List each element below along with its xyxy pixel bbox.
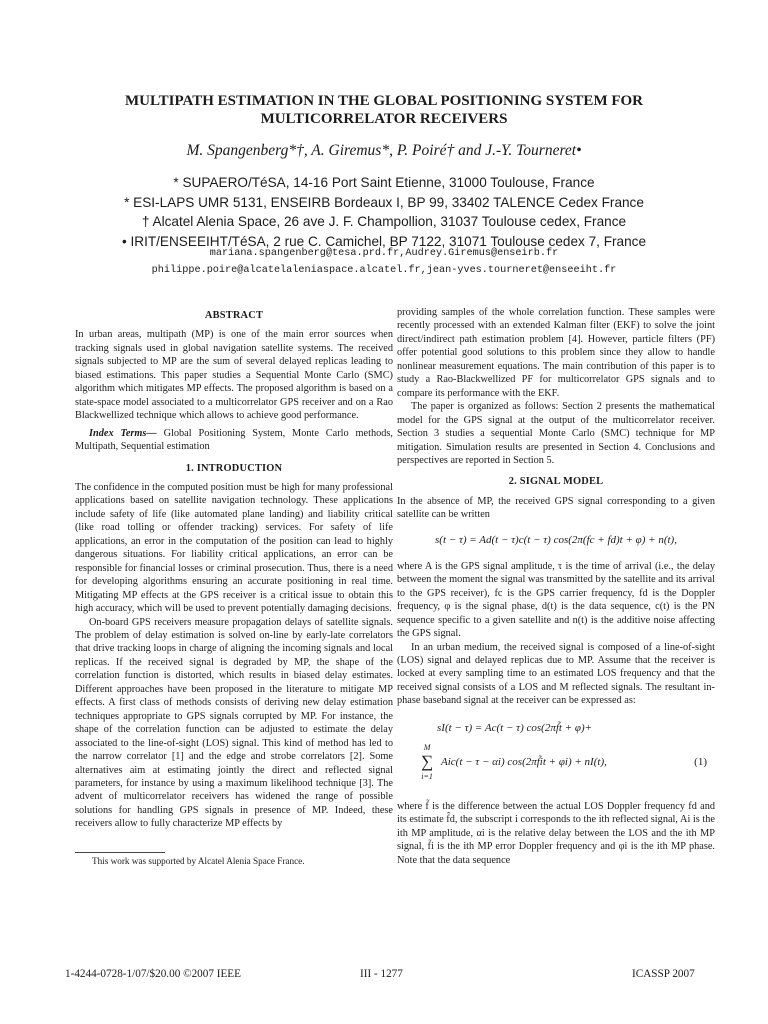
signal-model-paragraph-3: In an urban medium, the received signal is composed of a line-of-sight (LOS) signal and delayed replicas due to MP. Assume that the receiver is locked at every sampling time to an estimated LOS frequency and that the received signal consists of a LOS and M reflected signals. The resultant in-phase baseband signal at the receiver can be expressed as: [397,641,715,707]
footnote-rule [75,852,165,853]
right-column [397,306,715,867]
left-column [75,309,393,831]
paper-title [60,92,708,128]
equation-signal: s(t − τ) = Ad(t − τ)c(t − τ) cos(2π(fc + fd)t + φ) + n(t), [435,533,677,546]
equation-multipath [397,722,715,790]
equation-number: (1) [694,755,707,768]
abstract-body: In urban areas, multipath (MP) is one of the main error sources when tracking signals used in global navigation satellite systems. The received signals subjected to MP are the sum of several delayed replicas leading to biased estimations. This paper studies a Sequential Monte Carlo (SMC) algorithm which mitigates MP effects. The proposed algorithm is based on a state-space model associated to a multicorrelator GPS receiver and on a Rao Blackwellized technique which allows to achieve good performance. [75,329,393,422]
signal-model-paragraph-2: where A is the GPS signal amplitude, τ is the time of arrival (i.e., the delay between the moment the signal was transmitted by the satellite and its arrival to the GPS receiver), fc is the GPS carrier frequency, fd is the Doppler frequency, φ is the signal phase, d(t) is the data sequence, c(t) is the PN sequence specific to a given satellite and n(t) is the additive noise affecting the GPS signal. [397,560,715,640]
index-terms-text: Global Positioning System, Monte Carlo methods, Multipath, Sequential estimation [75,427,393,453]
sum-lower-limit: i=1 [421,771,433,781]
abstract-heading: ABSTRACT [204,310,264,321]
author-list: M. Spangenberg*†, A. Giremus*, P. Poiré† and J.-Y. Tourneret• [186,142,582,159]
footer-page-number: III - 1277 [360,968,403,980]
sigma-glyph: ∑ [421,751,434,771]
intro-paragraph-1: The confidence in the computed position must be high for many professional applications based on satellite navigation technology. These applications include safety of life (like automated plane landing) and liability critical (like road tolling or offender tracking) services. For safety of life applications, an error in the computation of the position can lead to highly dangerous situations. For liability critical applications, an error can be responsible for financial losses or criminal prosecution. Thus, there is a need for developing algorithms ensuring an accurate positioning in real time. Mitigating MP effects at the GPS receiver is a critical issue to obtain this high accuracy, which will be used to prevent potentially damaging decisions. [75,481,393,615]
summation-symbol [421,742,433,782]
equation-line-1: sI(t − τ) = Ac(t − τ) cos(2πf̃t + φ)+ [437,721,593,734]
affiliation-line: • IRIT/ENSEEIHT/TéSA, 2 rue C. Camichel, BP 7122, 31071 Toulouse cedex 7, France [121,233,647,249]
email-line: mariana.spangenberg@tesa.prd.fr,Audrey.Giremus@enseirb.fr [209,248,559,259]
footer-isbn: 1-4244-0728-1/07/$20.00 ©2007 IEEE [65,968,241,980]
index-terms [75,427,393,454]
title-line-1: MULTIPATH ESTIMATION IN THE GLOBAL POSITIONING SYSTEM FOR [124,93,644,109]
signal-model-paragraph-1: In the absence of MP, the received GPS signal corresponding to a given satellite can be written [397,495,715,521]
intro-heading: 1. INTRODUCTION [185,462,283,474]
equation-line-2: Aic(t − τ − αi) cos(2πf̃it + φi) + nI(t), [441,755,607,768]
affiliation-line: † Alcatel Alenia Space, 26 ave J. F. Champollion, 31037 Toulouse cedex, France [141,214,627,230]
signal-model-heading: 2. SIGNAL MODEL [508,476,604,488]
intro-paragraph-2: On-board GPS receivers measure propagation delays of satellite signals. The problem of delay estimation is solved on-line by early-late correlators that drive tracking loops in charge of aligning the incoming signals and local replicas. If the received signal is degraded by MP, the shape of the correlation function is distorted, which results in biased delay estimates. Different approaches have been proposed in the literature to mitigate MP effects. A first class of methods consists of deriving new delay estimation techniques appropriate to GPS signals corrupted by MP. For instance, the shape of the correlation function can be adjusted to estimate the delay associated to the line-of-sight (LOS) signal. This kind of method has led to the narrow correlator [1] and the edge and strobe correlators [2]. Some alternatives aim at estimating jointly the direct and reflected signal parameters, for instance by using a maximum likelihood technique [3]. The advent of multicorrelator receivers has widened the range of possible solutions for handling GPS signals in presence of MP. Indeed, these receivers allow to fully characterize MP effects by [75,616,393,830]
affiliation-line: * ESI-LAPS UMR 5131, ENSEIRB Bordeaux I, BP 99, 33402 TALENCE Cedex France [124,194,644,210]
intro-paragraph-4: The paper is organized as follows: Section 2 presents the mathematical model for the GPS signal at the output of the multicorrelator receiver. Section 3 studies a sequential Monte Carlo (SMC) technique for MP mitigation. Simulation results are presented in Section 4. Conclusions and perspectives are reported in Section 5. [397,401,715,466]
footer-conference: ICASSP 2007 [632,968,695,980]
affiliations [60,173,708,251]
intro-paragraph-3: providing samples of the whole correlation function. These samples were recently processed with an extended Kalman filter (EKF) to solve the joint direct/indirect path estimation problem [4]. However, particle filters (PF) offer potential good solutions to this problem since they allow to handle nonlinear measurement equations. The main contribution of this paper is to study a Rao-Blackwellized PF for multicorrelator GPS signals and to compare its performance with the EKF. [397,307,715,399]
email-addresses [60,246,708,279]
affiliation-line: * SUPAERO/TéSA, 14-16 Port Saint Etienne, 31000 Toulouse, France [173,175,595,190]
footnote: This work was supported by Alcatel Alenia Space France. [92,856,305,866]
signal-model-paragraph-4: where f̃ is the difference between the actual LOS Doppler frequency fd and its estimate f̂d, the subscript i corresponds to the ith reflected signal, Ai is the ith MP amplitude, αi is the relative delay between the LOS and the ith MP signal, f̃i is the ith MP error Doppler frequency and φi is the ith MP phase. Note that the data sequence [397,800,715,866]
email-line: philippe.poire@alcatelaleniaspace.alcatel.fr,jean-yves.tourneret@enseeiht.fr [151,264,617,276]
title-line-2: MULTICORRELATOR RECEIVERS [260,111,508,127]
sum-upper-limit: M [423,742,431,752]
index-terms-label: Index Terms— [89,427,157,439]
